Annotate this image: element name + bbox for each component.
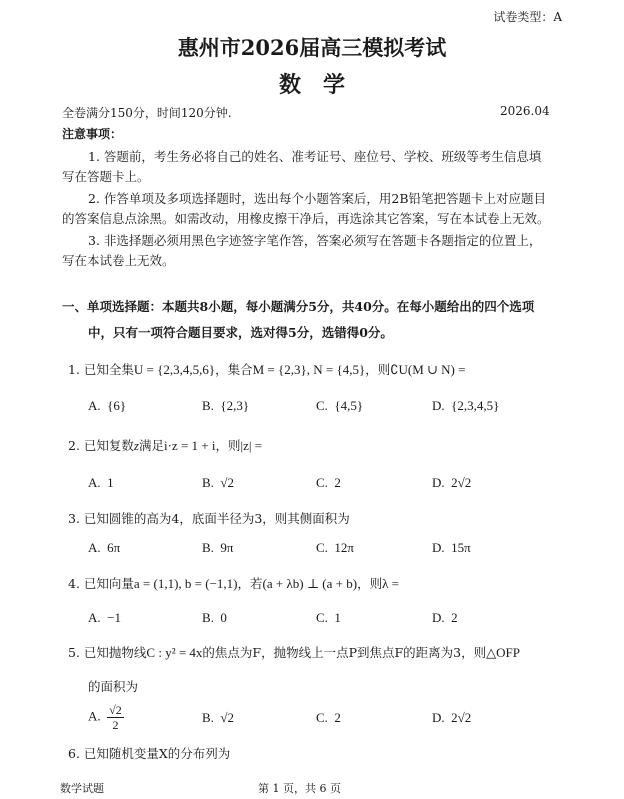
q3-option-a: A. 6π xyxy=(88,540,121,555)
q5-parabola: C : y² = 4x xyxy=(146,645,203,660)
question-5-stem-line2: 的面积为 xyxy=(88,679,139,694)
section-heading-line2: 中，只有一项符合题目要求，选对得5分，选错得0分。 xyxy=(88,325,393,340)
q4-option-b: B. 0 xyxy=(202,610,227,625)
q5-option-b: B. √2 xyxy=(202,710,235,725)
q1-option-b: B. {2,3} xyxy=(202,398,250,413)
q5-option-c: C. 2 xyxy=(316,710,341,725)
q1-option-a: A. {6} xyxy=(88,398,127,413)
notice-item-3-line1: 3. 非选择题必须用黑色字迹签字笔作答，答案必须写在答题卡各题指定的位置上， xyxy=(88,233,542,248)
q3-option-c: C. 12π xyxy=(316,540,354,555)
q2-option-b: B. √2 xyxy=(202,475,235,490)
q2-option-d: D. 2√2 xyxy=(432,475,472,490)
score-time-info: 全卷满分150分，时间120分钟. xyxy=(62,106,232,120)
q1-universal-set: U = {2,3,4,5,6} xyxy=(133,362,216,377)
q1-option-c: C. {4,5} xyxy=(316,398,364,413)
question-2-stem: 2. 已知复数z满足i·z = 1 + i，则|z| = xyxy=(68,438,263,453)
notice-item-1-line2: 写在答题卡上。 xyxy=(62,169,150,184)
q4-lambda: λ = xyxy=(382,576,399,591)
q5-option-a: A. $\frac{√2}{2}$ xyxy=(88,703,122,732)
q1-complement: ∁U(M ∪ N) = xyxy=(390,362,466,377)
notice-item-3-line2: 写在本试卷上无效。 xyxy=(62,253,175,268)
q4-vectors: a = (1,1), b = (−1,1) xyxy=(133,576,238,591)
notice-item-2-line2: 的答案信息点涂黑。如需改动，用橡皮擦干净后，再选涂其它答案，写在本试卷上无效。 xyxy=(62,211,550,226)
question-5-stem: 5. 已知抛物线C : y² = 4x的焦点为F，抛物线上一点P到焦点F的距离为3，则△OFP xyxy=(68,645,520,660)
question-1-stem: 1. 已知全集U = {2,3,4,5,6}，集合M = {2,3}, N = {4,5}，则∁U(M ∪ N) = xyxy=(68,362,466,377)
q2-option-a: A. 1 xyxy=(88,475,114,490)
q5-triangle: △OFP xyxy=(486,645,520,660)
footer-page-number: 第 1 页，共 6 页 xyxy=(258,782,341,795)
question-3-stem: 3. 已知圆锥的高为4，底面半径为3，则其侧面积为 xyxy=(68,511,350,526)
notice-item-2-line1: 2. 作答单项及多项选择题时，选出每个小题答案后，用2B铅笔把答题卡上对应题目 xyxy=(88,191,547,206)
q3-option-d: D. 15π xyxy=(432,540,471,555)
paper-type: 试卷类型：A xyxy=(493,10,562,24)
question-4-stem: 4. 已知向量a = (1,1), b = (−1,1)，若(a + λb) ⊥ (a + b)，则λ = xyxy=(68,576,399,591)
q4-option-c: C. 1 xyxy=(316,610,341,625)
q5-option-a-fraction: $\frac{√2}{2}$ xyxy=(109,703,122,732)
q1-sets-mn: M = {2,3}, N = {4,5} xyxy=(252,362,366,377)
notice-item-1-line1: 1. 答题前，考生务必将自己的姓名、准考证号、座位号、学校、班级等考生信息填 xyxy=(88,149,542,164)
q4-option-a: A. −1 xyxy=(88,610,121,625)
q2-equation: i·z = 1 + i xyxy=(163,438,216,453)
notice-heading: 注意事项： xyxy=(62,127,123,141)
q4-condition: (a + λb) ⊥ (a + b) xyxy=(262,576,358,591)
q5-option-d: D. 2√2 xyxy=(432,710,472,725)
question-6-stem: 6. 已知随机变量X的分布列为 xyxy=(68,746,231,761)
exam-title: 惠州市2026届高三模拟考试 xyxy=(177,35,447,60)
q2-modulus: |z| = xyxy=(240,438,263,453)
q1-option-d: D. {2,3,4,5} xyxy=(432,398,500,413)
section-heading-line1: 一、单项选择题：本题共8小题，每小题满分5分，共40分。在每小题给出的四个选项 xyxy=(62,299,535,314)
q3-option-b: B. 9π xyxy=(202,540,234,555)
subject-title: 数 学 xyxy=(278,72,345,98)
q2-option-c: C. 2 xyxy=(316,475,341,490)
q4-option-d: D. 2 xyxy=(432,610,458,625)
exam-date: 2026.04 xyxy=(500,104,550,118)
footer-subject: 数学试题 xyxy=(60,782,104,795)
